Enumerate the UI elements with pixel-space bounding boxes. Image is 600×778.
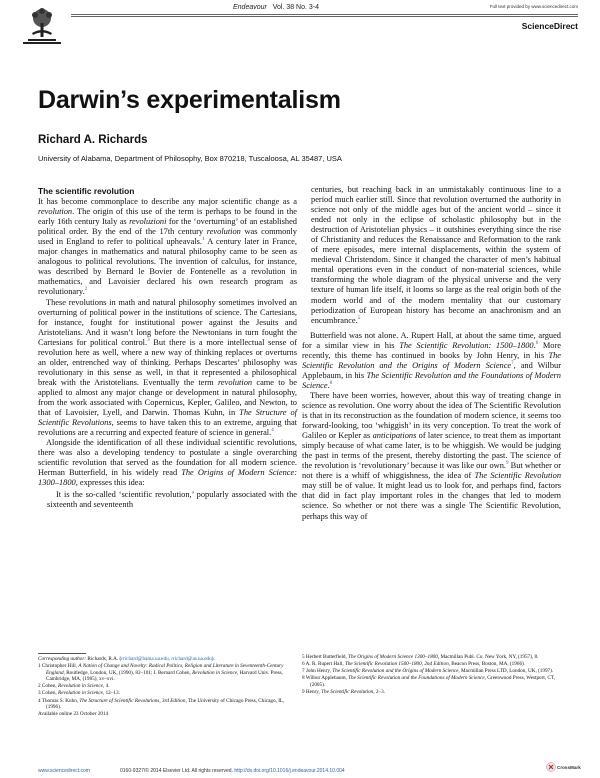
footnote-7: 7 John Henry, The Scientific Revolution and the Origins of Modern Science, Macmillan Press LTD, London, UK, (1997). <box>302 668 554 675</box>
footnote-6: 6 A. R. Rupert Hall, The Scientific Revolution 1500–1800, 2nd Edition, Beacon Press, Boston, MA, (1966). <box>302 661 526 668</box>
available-online: Available online 23 October 2014 <box>38 711 109 718</box>
block-quote-continued: centuries, but reaching back in an unmistakably continuous line to a period much earlier still. Since that revolution overturned the authority in science not only of the middle ages but of the ancient world – since it ended not only in the eclipse of scholastic philosophy but in the destruction of Aristotelian physics – it outshines everything since the rise of Christianity and reduces the Renaissance and Reformation to the rank of mere episodes, mere internal displacements, within the system of medieval Christendom. Since it changed the character of men’s habitual mental operations even in the conduct of non-material sciences, while transforming the whole diagram of the physical universe and the very texture of human life itself, it looms so large as the real origin both of the modern world and of the modern mentality that our customary periodization of European history has become an anachronism and an encumbrance.$^5$ <box>311 185 561 325</box>
footnotes-right <box>302 654 561 696</box>
article-title: Darwin’s experimentalism <box>38 86 341 114</box>
header-rule-double <box>71 16 578 17</box>
paragraph: There have been worries, however, about this way of treating change in science as revolution. One worry about the idea of The Scientific Revolution is that in its reconstruction as the foundation of modern science, it seems too forward-looking, too ‘whiggish’ in its very conception. To treat the work of Galileo or Kepler as anticipations of later science, to treat them as important simply because of what came later, is to be whiggish. We would be judging the past in terms of the present, thereby distorting the past. The science of the revolution is ‘revolutionary’ because it was like our own.$^9$ But whether or not there is a whiff of whiggishness, the idea of The Scientific Revolution may still be of value. It might lead us to look for, and perhaps find, factors that did in fact play important roles in the changes that led to modern science. So whether or not there was a single The Scientific Revolution, perhaps this way of <box>302 390 562 521</box>
footnote-ref[interactable]: 1 <box>202 237 205 243</box>
footnote-ref[interactable]: 2 <box>84 287 88 293</box>
author-affiliation: University of Alabama, Department of Philosophy, Box 870218, Tuscaloosa, AL 35487, USA <box>38 154 342 163</box>
footnote-8: 8 Wilbur Applebaum, The Scientific Revolution and the Foundations of Modern Science, Greenwood Press, Westport, CT, (2005). <box>302 675 555 688</box>
author-email-link[interactable]: rrichard@bama.ua.edu, rrichard@as.ua.edu <box>121 656 212 662</box>
footnote-2: 2 Cohen, Revolution in Science, 4. <box>38 683 110 690</box>
footnote-ref[interactable]: 9 <box>506 461 509 467</box>
footnote-ref[interactable]: 6 <box>535 340 539 346</box>
issn-doi: 0160-9327/© 2014 Elsevier Ltd. All rights reserved. http://dx.doi.org/10.1016/j.endeavour.2014.10.004 <box>120 768 345 774</box>
left-column <box>38 186 297 511</box>
block-quote: It is the so-called ‘scientific revolution,’ popularly associated with the sixteenth and seventeenth <box>47 490 297 510</box>
footnote-9: 9 Henry, The Scientific Revolution, 2–3. <box>302 688 385 695</box>
footnote-ref[interactable]: 3 <box>147 337 150 343</box>
footnote-ref[interactable]: 8 <box>329 380 333 386</box>
paragraph: It has become commonplace to describe any major scientific change as a revolution. The origin of this use of the term is perhaps to be found in the early 16th century Italy as revoluzioni for the ‘overturning’ of an established political order. By the end of the 17th century revolution was commonly used in England to refer to political upheavals.$^1$ A century later in France, major changes in mathematics and natural philosophy came to be seen as analogous to political revolutions. The invention of calculus, for instance, was described by Bernard le Bovier de Fontenelle as a revolution in mathematics, and Lavoisier declared his own research program as revolutionary.$^2$ <box>38 197 297 297</box>
sciencedirect-brand: ScienceDirect <box>521 21 578 31</box>
footnotes-left <box>38 656 297 718</box>
crossmark-badge-icon[interactable] <box>546 761 581 773</box>
article-author: Richard A. Richards <box>38 134 148 146</box>
footnote-ref[interactable]: 5 <box>357 315 361 321</box>
corresponding-author-note: Corresponding author: Richards, R.A. (rrichard@bama.ua.edu, rrichard@as.ua.edu). <box>38 656 215 662</box>
right-column <box>302 185 561 522</box>
journal-volume: Vol. 38 No. 3-4 <box>272 4 320 11</box>
elsevier-tree-logo-icon <box>22 5 62 45</box>
full-text-notice: Full text provided by www.sciencedirect.com <box>489 4 578 9</box>
website-link[interactable]: www.sciencedirect.com <box>38 768 90 774</box>
section-heading: The scientific revolution <box>38 186 135 196</box>
journal-name: Endeavour <box>233 4 267 11</box>
doi-link[interactable]: http://dx.doi.org/10.1016/j.endeavour.2014.10.004 <box>234 768 345 774</box>
journal-header <box>233 4 319 11</box>
footnote-ref[interactable]: 7 <box>511 360 514 366</box>
paragraph: Butterfield was not alone. A. Rupert Hall, at about the same time, argued for a similar view in his The Scientific Revolution: 1500–1800.$^6$ More recently, this theme has continued in books by John Henry, in his The Scientific Revolution and the Origins of Modern Science$^7$, and Wilbur Applebaum, in his The Scientific Revolution and the Foundations of Modern Science.$^8$ <box>302 330 562 390</box>
footnote-4: 4 Thomas S. Kuhn, The Structure of Scientific Revolutions, 3rd Edition, The University of Chicago Press, Chicago, IL, (1996). <box>38 697 285 711</box>
paragraph: These revolutions in math and natural philosophy sometimes involved an overturning of political power in the institutions of science. The Cartesians, for instance, fought for institutional power against the Jesuits and Aristotelians. And it wasn’t long before the Newtonians in turn fought the Cartesians for political control.$^3$ But there is a more intellectual sense of revolution here as well, where a new way of thinking replaces or overturns an older, entrenched way of thinking. Perhaps Descartes’ philosophy was revolutionary in this sense as well, in that it represented a philosophical break with the Aristotelians. Eventually the term revolution came to be applied to almost any major change or development in natural philosophy, from the work associated with Copernicus, Kepler, Galileo, and Newton, to that of Lavoisier, Lyell, and Darwin. Thomas Kuhn, in The Structure of Scientific Revolutions, seems to have taken this to an extreme, arguing that revolutions are a recurring and expected feature of science in general.$^4$ <box>38 297 298 438</box>
footnote-3: 3 Cohen, Revolution in Science, 12–13. <box>38 690 120 697</box>
footnote-1: 1 Christopher Hill, A Nation of Change and Novelty: Radical Politics, Religion and Literature in Seventeenth-Century England, Routledge, London, UK, (1990), 82–101; I. Bernard Cohen, Revolution in Science, Harvard Univ. Press, Cambridge, MA, (1985), xv–xvi. <box>38 663 284 683</box>
footnote-rule <box>38 653 86 654</box>
crossmark-label: CrossMark <box>557 765 581 770</box>
paragraph: Alongside the identification of all these individual scientific revolutions, there was also a developing tendency to postulate a single overarching scientific revolution that served as the foundation for all modern science. Herman Butterfield, in his widely read The Origins of Modern Science: 1300–1800, expresses this idea: <box>38 438 297 488</box>
footnote-5: 5 Herbert Butterfield, The Origins of Modern Science 1300–1800, Macmillan Publ. Co. New York, NY, (1957), 8. <box>302 654 539 660</box>
footnote-ref[interactable]: 4 <box>271 428 274 434</box>
